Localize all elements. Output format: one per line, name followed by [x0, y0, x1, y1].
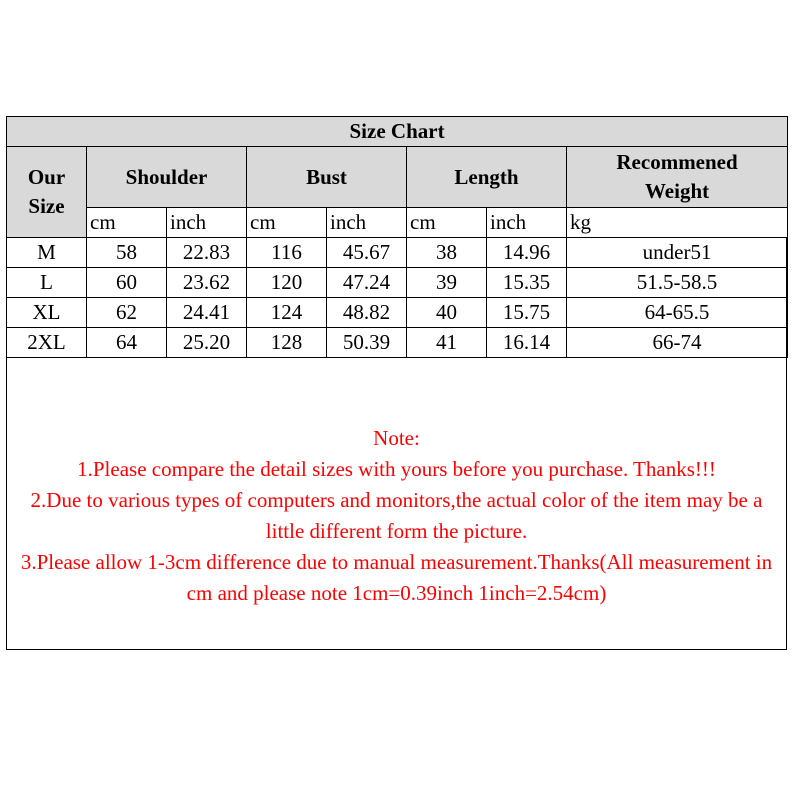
unit-shoulder-cm: cm [87, 208, 167, 238]
note-1: 1.Please compare the detail sizes with yours before you purchase. Thanks!!! [77, 457, 716, 481]
shoulder-inch-cell: 24.41 [167, 298, 247, 328]
weight-cell: 64-65.5 [567, 298, 788, 328]
length-cm-cell: 39 [407, 268, 487, 298]
length-cm-cell: 40 [407, 298, 487, 328]
shoulder-inch-cell: 25.20 [167, 328, 247, 358]
length-inch-cell: 15.35 [487, 268, 567, 298]
shoulder-header: Shoulder [87, 147, 247, 208]
title-row [7, 117, 788, 147]
shoulder-inch-cell: 22.83 [167, 238, 247, 268]
units-row [7, 208, 788, 238]
unit-length-inch: inch [487, 208, 567, 238]
size-chart-table [6, 116, 788, 358]
length-cm-cell: 38 [407, 238, 487, 268]
shoulder-cm-cell: 62 [87, 298, 167, 328]
length-header: Length [407, 147, 567, 208]
bust-cm-cell: 128 [247, 328, 327, 358]
table-row [7, 328, 788, 358]
table-row [7, 238, 788, 268]
bust-inch-cell: 47.24 [327, 268, 407, 298]
bust-cm-cell: 116 [247, 238, 327, 268]
unit-bust-cm: cm [247, 208, 327, 238]
weight-header: Recommened Weight [567, 147, 788, 208]
unit-bust-inch: inch [327, 208, 407, 238]
table-row [7, 268, 788, 298]
weight-cell: under51 [567, 238, 788, 268]
shoulder-cm-cell: 64 [87, 328, 167, 358]
notes-heading: Note: [373, 426, 420, 450]
size-cell: M [7, 238, 87, 268]
weight-cell: 66-74 [567, 328, 788, 358]
notes-section [6, 370, 787, 650]
length-inch-cell: 14.96 [487, 238, 567, 268]
bust-header: Bust [247, 147, 407, 208]
shoulder-inch-cell: 23.62 [167, 268, 247, 298]
length-cm-cell: 41 [407, 328, 487, 358]
bust-inch-cell: 48.82 [327, 298, 407, 328]
size-cell: XL [7, 298, 87, 328]
weight-cell: 51.5-58.5 [567, 268, 788, 298]
chart-title: Size Chart [7, 117, 788, 147]
shoulder-cm-cell: 60 [87, 268, 167, 298]
size-header: Our Size [7, 147, 87, 238]
unit-shoulder-inch: inch [167, 208, 247, 238]
unit-length-cm: cm [407, 208, 487, 238]
table-row [7, 298, 788, 328]
unit-weight-kg: kg [567, 208, 788, 238]
bust-cm-cell: 124 [247, 298, 327, 328]
length-inch-cell: 16.14 [487, 328, 567, 358]
header-row [7, 147, 788, 208]
bust-inch-cell: 50.39 [327, 328, 407, 358]
size-cell: 2XL [7, 328, 87, 358]
size-cell: L [7, 268, 87, 298]
bust-inch-cell: 45.67 [327, 238, 407, 268]
note-3: 3.Please allow 1-3cm difference due to manual measurement.Thanks(All measurement in cm and please note 1cm=0.39inch 1inch=2.54cm) [20, 550, 773, 605]
shoulder-cm-cell: 58 [87, 238, 167, 268]
bust-cm-cell: 120 [247, 268, 327, 298]
note-2: 2.Due to various types of computers and monitors,the actual color of the item may be a little different form the picture. [30, 488, 763, 543]
length-inch-cell: 15.75 [487, 298, 567, 328]
